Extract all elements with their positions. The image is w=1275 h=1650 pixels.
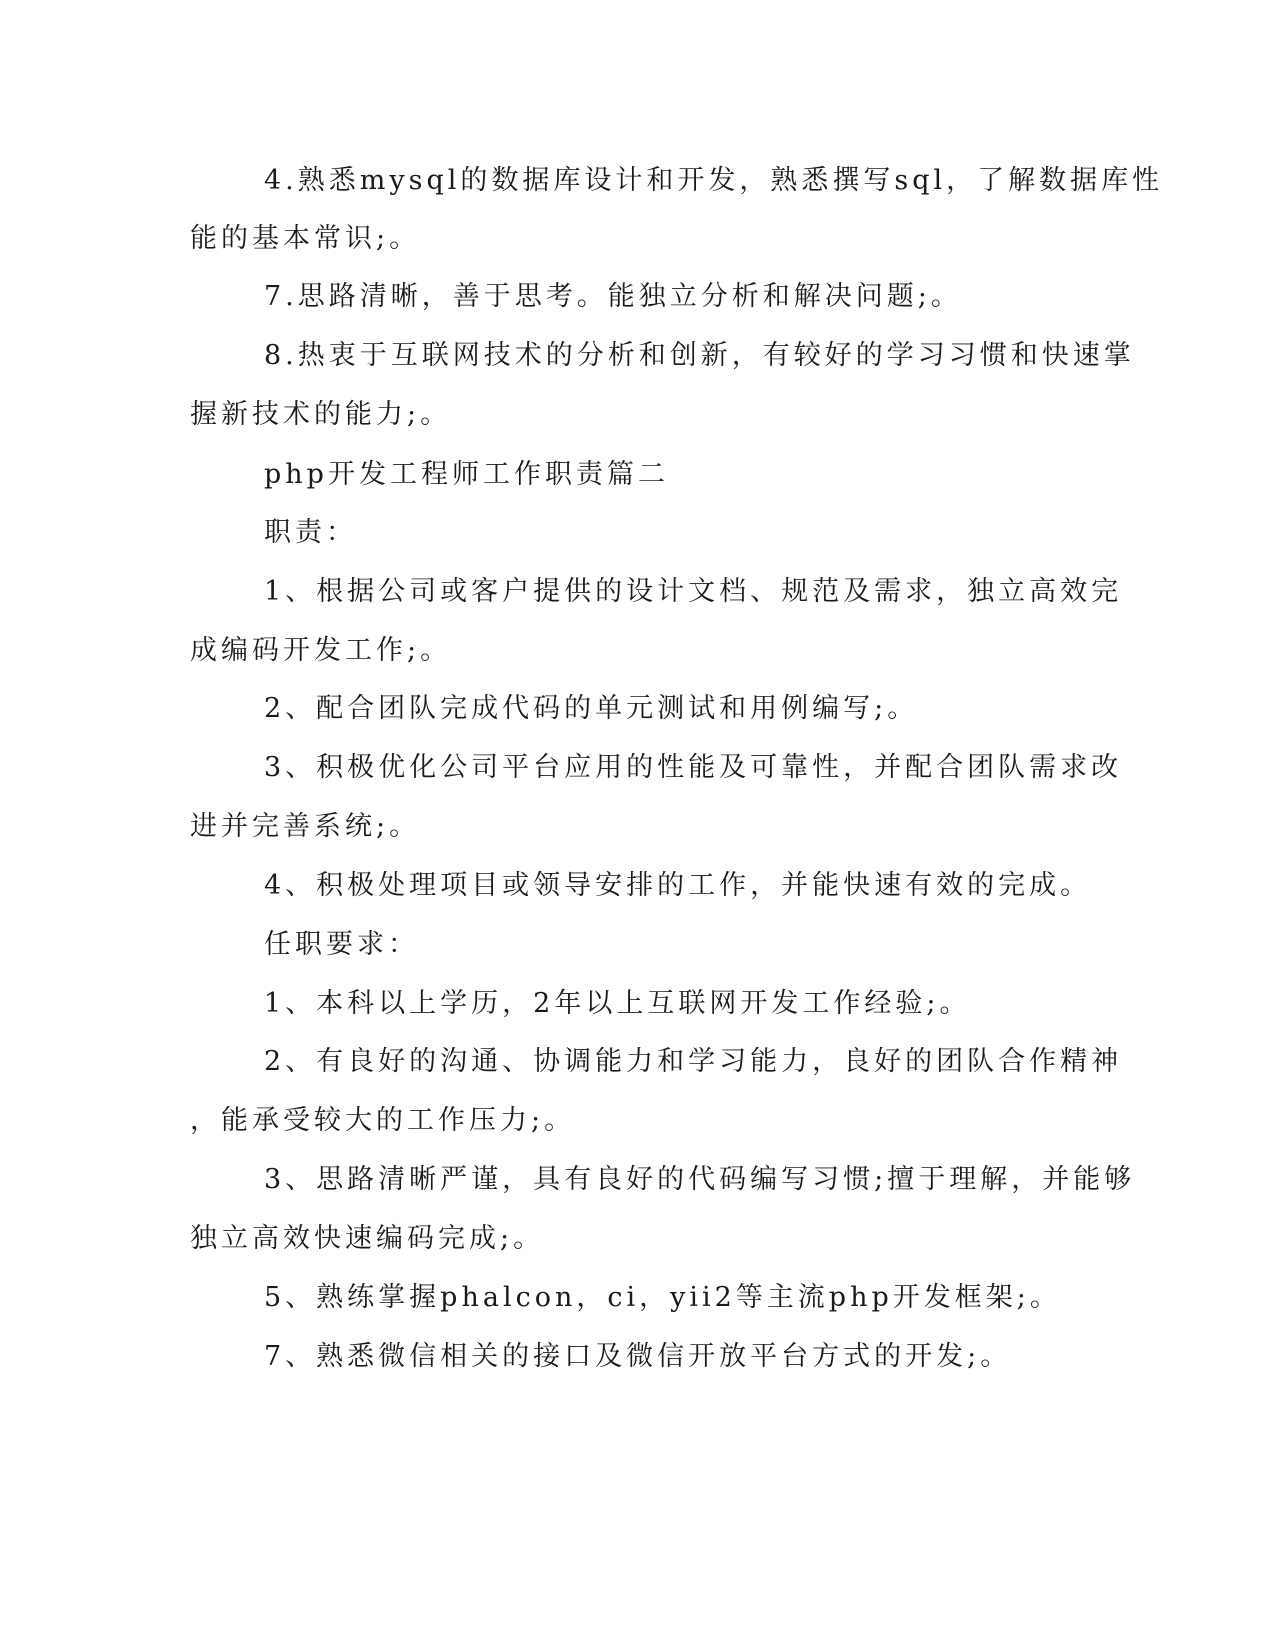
section-heading: php开发工程师工作职责篇二 — [264, 459, 669, 490]
paragraph-line: 8.热衷于互联网技术的分析和创新，有较好的学习习惯和快速掌 — [264, 340, 1135, 371]
paragraph-line: 1、本科以上学历，2年以上互联网开发工作经验;。 — [264, 988, 971, 1019]
paragraph-line: 1、根据公司或客户提供的设计文档、规范及需求，独立高效完 — [264, 576, 1123, 607]
paragraph-line: 7.思路清晰，善于思考。能独立分析和解决问题;。 — [264, 281, 962, 312]
paragraph-line: 独立高效快速编码完成;。 — [190, 1223, 545, 1254]
paragraph-line: ，能承受较大的工作压力;。 — [190, 1105, 576, 1136]
paragraph-line: 3、积极优化公司平台应用的性能及可靠性，并配合团队需求改 — [264, 752, 1123, 783]
paragraph-line: 握新技术的能力;。 — [190, 399, 452, 430]
paragraph-line: 4.熟悉mysql的数据库设计和开发，熟悉撰写sql，了解数据库性 — [264, 165, 1164, 196]
paragraph-line: 能的基本常识;。 — [190, 223, 421, 254]
paragraph-line: 成编码开发工作;。 — [190, 635, 452, 666]
paragraph-line: 3、思路清晰严谨，具有良好的代码编写习惯;擅于理解，并能够 — [264, 1164, 1136, 1195]
paragraph-line: 2、配合团队完成代码的单元测试和用例编写;。 — [264, 693, 919, 724]
paragraph-line: 进并完善系统;。 — [190, 811, 421, 842]
paragraph-line: 2、有良好的沟通、协调能力和学习能力，良好的团队合作精神 — [264, 1046, 1123, 1077]
paragraph-line: 7、熟悉微信相关的接口及微信开放平台方式的开发;。 — [264, 1341, 1012, 1372]
subsection-heading: 任职要求： — [264, 929, 419, 960]
subsection-heading: 职责： — [264, 517, 357, 548]
paragraph-line: 4、积极处理项目或领导安排的工作，并能快速有效的完成。 — [264, 870, 1092, 901]
paragraph-line: 5、熟练掌握phalcon，ci，yii2等主流php开发框架;。 — [264, 1282, 1061, 1313]
